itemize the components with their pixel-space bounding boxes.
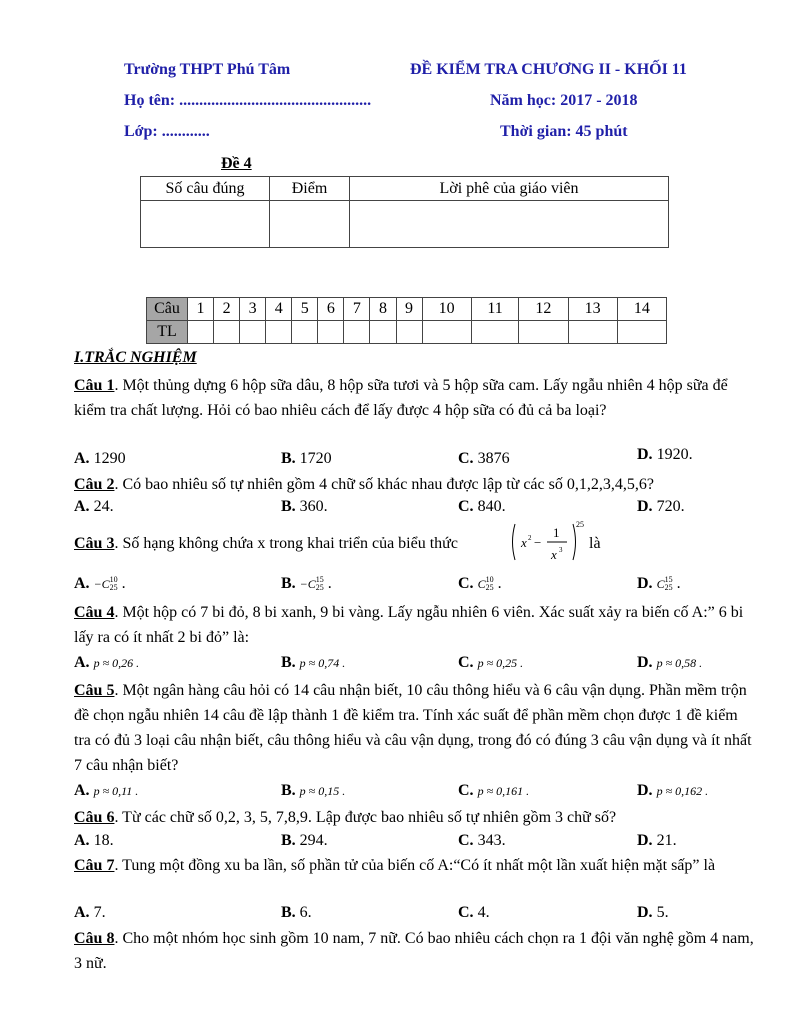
name-label: Họ tên: ................................................ — [124, 92, 372, 109]
q3-option-d[interactable]: D. C 15 25 . — [637, 575, 681, 593]
q7-option-c[interactable]: C. 4. — [458, 904, 490, 921]
question-number: Câu 1 — [74, 377, 115, 394]
question-number: Câu 2 — [74, 476, 115, 493]
answer-grid-cell[interactable] — [370, 321, 396, 344]
school-year: Năm học: 2017 - 2018 — [490, 92, 638, 109]
svg-text:25: 25 — [576, 520, 584, 529]
score-header-points: Điểm — [270, 177, 350, 201]
q2-option-c[interactable]: C. 840. — [458, 498, 506, 515]
answer-grid-number: 12 — [519, 298, 568, 321]
answer-grid-number: 13 — [568, 298, 617, 321]
answer-grid-tl-label: TL — [147, 321, 188, 344]
q1-option-c[interactable]: C. 3876 — [458, 450, 510, 467]
q3-option-c[interactable]: C. C 10 25 . — [458, 575, 502, 593]
question-text: . Cho một nhóm học sinh gồm 10 nam, 7 nữ. Có bao nhiêu cách chọn ra 1 đội văn nghệ gồm 4 nam, 3 nữ. — [74, 930, 754, 972]
answer-grid-cell[interactable] — [266, 321, 292, 344]
exam-code: Đề 4 — [221, 155, 252, 172]
question-1 — [74, 373, 754, 423]
answer-grid-cell[interactable] — [344, 321, 370, 344]
answer-grid-number: 2 — [214, 298, 240, 321]
q3-option-a[interactable]: A. −C 10 25 . — [74, 575, 126, 593]
q1-option-a[interactable]: A. 1290 — [74, 450, 126, 467]
q2-option-b[interactable]: B. 360. — [281, 498, 328, 515]
answer-grid-cell[interactable] — [240, 321, 266, 344]
exam-time: Thời gian: 45 phút — [500, 123, 628, 140]
answer-grid-number: 4 — [266, 298, 292, 321]
q7-option-a[interactable]: A. 7. — [74, 904, 106, 921]
q1-option-b[interactable]: B. 1720 — [281, 450, 332, 467]
question-3 — [74, 531, 754, 556]
score-cell-points[interactable] — [270, 201, 350, 248]
q2-option-d[interactable]: D. 720. — [637, 498, 685, 515]
q1-option-d[interactable]: D. 1920. — [637, 446, 693, 463]
question-text: . Từ các chữ số 0,2, 3, 5, 7,8,9. Lập được bao nhiêu số tự nhiên gồm 3 chữ số? — [114, 809, 617, 826]
question-2 — [74, 472, 754, 497]
q5-option-c[interactable]: C. p ≈ 0,161 . — [458, 782, 530, 799]
answer-grid-number: 8 — [370, 298, 396, 321]
score-table — [140, 176, 669, 248]
svg-text:3: 3 — [559, 546, 563, 554]
q4-option-d[interactable]: D. p ≈ 0,58 . — [637, 654, 703, 671]
answer-grid-cell[interactable] — [292, 321, 318, 344]
answer-grid-cell[interactable] — [422, 321, 471, 344]
question-6 — [74, 805, 754, 830]
expression-formula — [509, 518, 587, 566]
question-text: . Một hộp có 7 bi đỏ, 8 bi xanh, 9 bi vàng. Lấy ngẫu nhiên 6 viên. Xác suất xảy ra biến cố A:” 6 bi lấy ra có ít nhất 2 bi đỏ” là: — [74, 604, 744, 646]
answer-grid-number: 6 — [318, 298, 344, 321]
question-text: . Một ngân hàng câu hỏi có 14 câu nhận biết, 10 câu thông hiểu và 6 câu vận dụng. Phần mềm trộn đề chọn ngẫu nhiên 14 câu đề lập thành 1 đề kiểm tra. Tính xác suất để phần mềm chọn được 1 đề kiểm tra có đủ 3 loại câu nhận biết, câu thông hiểu và câu vận dụng, trong đó có đúng 3 câu vận dụng và ít nhất 7 câu nhận biết? — [74, 682, 752, 774]
answer-grid-cell[interactable] — [617, 321, 666, 344]
answer-grid-number: 14 — [617, 298, 666, 321]
svg-text:2: 2 — [528, 534, 532, 542]
q4-option-a[interactable]: A. p ≈ 0,26 . — [74, 654, 140, 671]
answer-grid-cell[interactable] — [214, 321, 240, 344]
answer-grid-number: 7 — [344, 298, 370, 321]
answer-grid-cell[interactable] — [519, 321, 568, 344]
question-number: Câu 8 — [74, 930, 115, 947]
q6-option-b[interactable]: B. 294. — [281, 832, 328, 849]
school-name: Trường THPT Phú Tâm — [124, 61, 291, 78]
question-number: Câu 6 — [74, 809, 115, 826]
question-3-end: là — [589, 535, 601, 552]
answer-grid-number: 1 — [188, 298, 214, 321]
answer-grid-cell[interactable] — [471, 321, 519, 344]
answer-grid-number: 3 — [240, 298, 266, 321]
q6-option-a[interactable]: A. 18. — [74, 832, 114, 849]
answer-grid-number: 10 — [422, 298, 471, 321]
q6-option-c[interactable]: C. 343. — [458, 832, 506, 849]
question-number: Câu 7 — [74, 857, 115, 874]
svg-text:1: 1 — [553, 525, 560, 540]
section-title: I.TRẮC NGHIỆM — [74, 349, 197, 366]
score-cell-correct[interactable] — [141, 201, 270, 248]
svg-text:x: x — [521, 535, 527, 550]
answer-grid-number: 9 — [396, 298, 422, 321]
score-cell-comment[interactable] — [350, 201, 669, 248]
answer-grid-row-label: Câu — [147, 298, 188, 321]
svg-text:x: x — [551, 547, 557, 562]
q4-option-c[interactable]: C. p ≈ 0,25 . — [458, 654, 524, 671]
score-header-correct: Số câu đúng — [141, 177, 270, 201]
q7-option-b[interactable]: B. 6. — [281, 904, 312, 921]
question-number: Câu 4 — [74, 604, 115, 621]
question-8 — [74, 926, 754, 976]
question-text: . Có bao nhiêu số tự nhiên gồm 4 chữ số khác nhau được lập từ các số 0,1,2,3,4,5,6? — [114, 476, 654, 493]
q2-option-a[interactable]: A. 24. — [74, 498, 114, 515]
question-number: Câu 5 — [74, 682, 115, 699]
q6-option-d[interactable]: D. 21. — [637, 832, 677, 849]
answer-grid-cell[interactable] — [568, 321, 617, 344]
score-header-comment: Lời phê của giáo viên — [350, 177, 669, 201]
answer-grid — [146, 297, 667, 344]
svg-text:−: − — [534, 535, 542, 550]
answer-grid-cell[interactable] — [188, 321, 214, 344]
q7-option-d[interactable]: D. 5. — [637, 904, 669, 921]
question-number: Câu 3 — [74, 535, 115, 552]
answer-grid-number: 11 — [471, 298, 519, 321]
question-4 — [74, 600, 754, 650]
question-text: . Số hạng không chứa x trong khai triển của biểu thức — [114, 535, 458, 552]
answer-grid-cell[interactable] — [318, 321, 344, 344]
answer-grid-number: 5 — [292, 298, 318, 321]
q5-option-d[interactable]: D. p ≈ 0,162 . — [637, 782, 709, 799]
expression-svg — [509, 518, 587, 566]
class-label: Lớp: ............ — [124, 123, 210, 140]
exam-title: ĐỀ KIỂM TRA CHƯƠNG II - KHỐI 11 — [410, 61, 687, 78]
answer-grid-cell[interactable] — [396, 321, 422, 344]
q4-option-b[interactable]: B. p ≈ 0,74 . — [281, 654, 346, 671]
q5-option-b[interactable]: B. p ≈ 0,15 . — [281, 782, 346, 799]
question-text: . Một thủng dựng 6 hộp sữa dâu, 8 hộp sữa tươi và 5 hộp sữa cam. Lấy ngẫu nhiên 4 hộp sữa để kiểm tra chất lượng. Hỏi có bao nhiêu cách để lấy được 4 hộp sữa có đủ cả ba loại? — [74, 377, 728, 419]
question-text: . Tung một đồng xu ba lần, số phần tử của biến cố A:“Có ít nhất một lần xuất hiện mặt sấp” là — [114, 857, 716, 874]
question-5 — [74, 678, 754, 778]
question-7 — [74, 853, 754, 878]
q3-option-b[interactable]: B. −C 15 25 . — [281, 575, 332, 593]
q5-option-a[interactable]: A. p ≈ 0,11 . — [74, 782, 139, 799]
